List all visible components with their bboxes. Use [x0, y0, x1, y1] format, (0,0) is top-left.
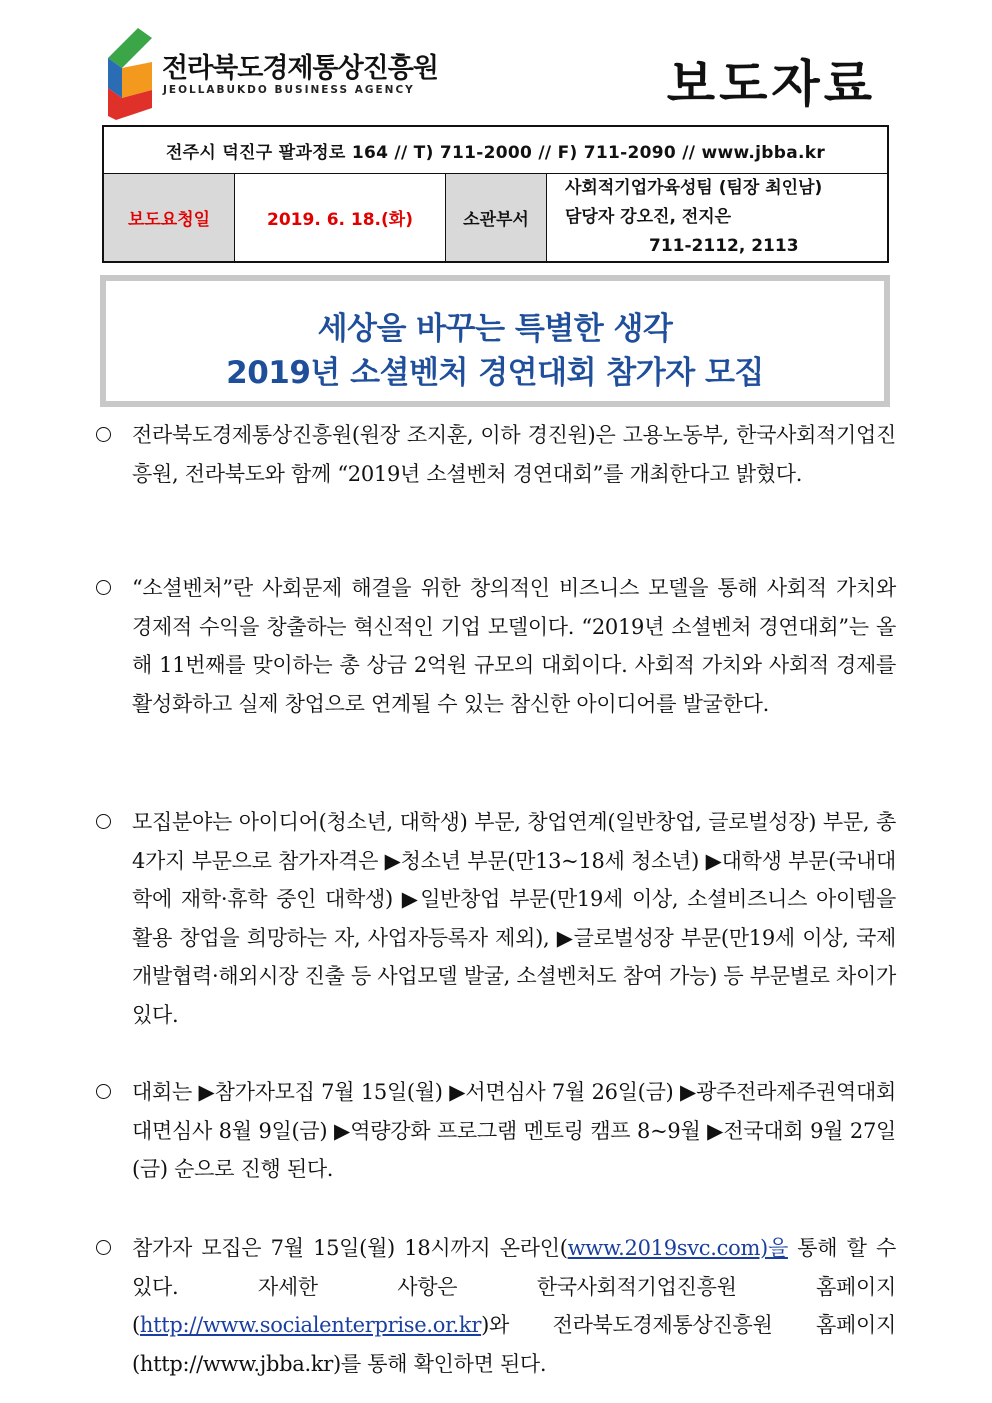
headline-line-1: 세상을 바꾸는 특별한 생각: [317, 311, 673, 347]
paragraph-1: [96, 416, 896, 493]
paragraph-3: [96, 803, 896, 1035]
press-release-title: 보도자료: [666, 55, 876, 113]
contact-line: 전주시 덕진구 팔과정로 164 // T) 711-2000 // F) 711-2090 // www.jbba.kr: [103, 126, 888, 174]
department-phone: 711-2112, 2113: [649, 236, 799, 256]
paragraph-5: [96, 1229, 896, 1383]
circle-bullet-icon: [96, 814, 111, 829]
paragraph-text: “소셜벤처”란 사회문제 해결을 위한 창의적인 비즈니스 모델을 통해 사회적 가치와 경제적 수익을 창출하는 혁신적인 기업 모델이다. “2019년 소셜벤처 경연대회”는 올해 11번째를 맞이하는 총 상금 2억원 규모의 대회이다. 사회적 가치와 사회적 경제를 활성화하고 실제 창업으로 연계될 수 있는 참신한 아이디어를 발굴한다.: [132, 576, 896, 716]
department-info: [547, 174, 889, 263]
department-contacts: 담당자 강오진, 전지은: [565, 207, 732, 227]
paragraph-text: 전라북도경제통상진흥원(원장 조지훈, 이하 경진원)은 고용노동부, 한국사회적기업진흥원, 전라북도와 함께 “2019년 소셜벤처 경연대회”를 개최한다고 밝혔다.: [132, 423, 896, 486]
circle-bullet-icon: [96, 427, 111, 442]
circle-bullet-icon: [96, 1084, 111, 1099]
paragraph-text: 대회는 ▶참가자모집 7월 15일(월) ▶서면심사 7월 26일(금) ▶광주전라제주권역대회 대면심사 8월 9일(금) ▶역량강화 프로그램 멘토링 캠프 8~9월 ▶전국대회 9월 27일(금) 순으로 진행 된다.: [132, 1080, 896, 1182]
agency-name-korean: 전라북도경제통상진흥원: [162, 53, 438, 84]
paragraph-text: 모집분야는 아이디어(청소년, 대학생) 부문, 창업연계(일반창업, 글로벌성장) 부문, 총 4가지 부문으로 참가자격은 ▶청소년 부문(만13~18세 청소년) ▶대학생 부문(국내대학에 재학·휴학 중인 대학생) ▶일반창업 부문(만19세 이상, 소셜비즈니스 아이템을 활용 창업을 희망하는 자, 사업자등록자 제외), ▶글로벌성장 부문(만19세 이상, 국제개발협력·해외시장 진출 등 사업모델 발굴, 소셜벤처도 참여 가능) 등 부문별로 차이가 있다.: [132, 810, 896, 1027]
department-team: 사회적기업가육성팀 (팀장 최인남): [565, 178, 823, 198]
request-date: 2019. 6. 18.(화): [235, 174, 446, 263]
paragraph-2: [96, 569, 896, 723]
social-enterprise-link[interactable]: http://www.socialenterprise.or.kr: [139, 1313, 482, 1338]
paragraph-text: [132, 1229, 896, 1383]
headline-line-2: 2019년 소셜벤처 경연대회 참가자 모집: [226, 355, 764, 391]
contact-info-table: [102, 125, 889, 263]
paragraph-text-part: 참가자 모집은 7월 15일(월) 18시까지 온라인(: [132, 1236, 568, 1260]
paragraph-4: [96, 1073, 896, 1189]
page-header: [100, 22, 890, 122]
department-label: 소관부서: [446, 174, 547, 263]
request-date-label: 보도요청일: [103, 174, 235, 263]
agency-logo-icon: [108, 28, 152, 120]
paragraph-text-part: 통해 할 수 있다. 자세한 사항은 한국사회적기업진흥원 홈페이지(: [132, 1236, 896, 1338]
agency-name-english: JEOLLABUKDO BUSINESS AGENCY: [163, 84, 415, 96]
headline-box: [100, 275, 890, 407]
paragraph-text-part: )와 전라북도경제통상진흥원 홈페이지(http://www.jbba.kr)를 통해 확인하면 된다.: [132, 1313, 896, 1376]
circle-bullet-icon: [96, 1240, 111, 1255]
contest-website-link[interactable]: www.2019svc.com)을: [567, 1236, 788, 1260]
circle-bullet-icon: [96, 580, 111, 595]
